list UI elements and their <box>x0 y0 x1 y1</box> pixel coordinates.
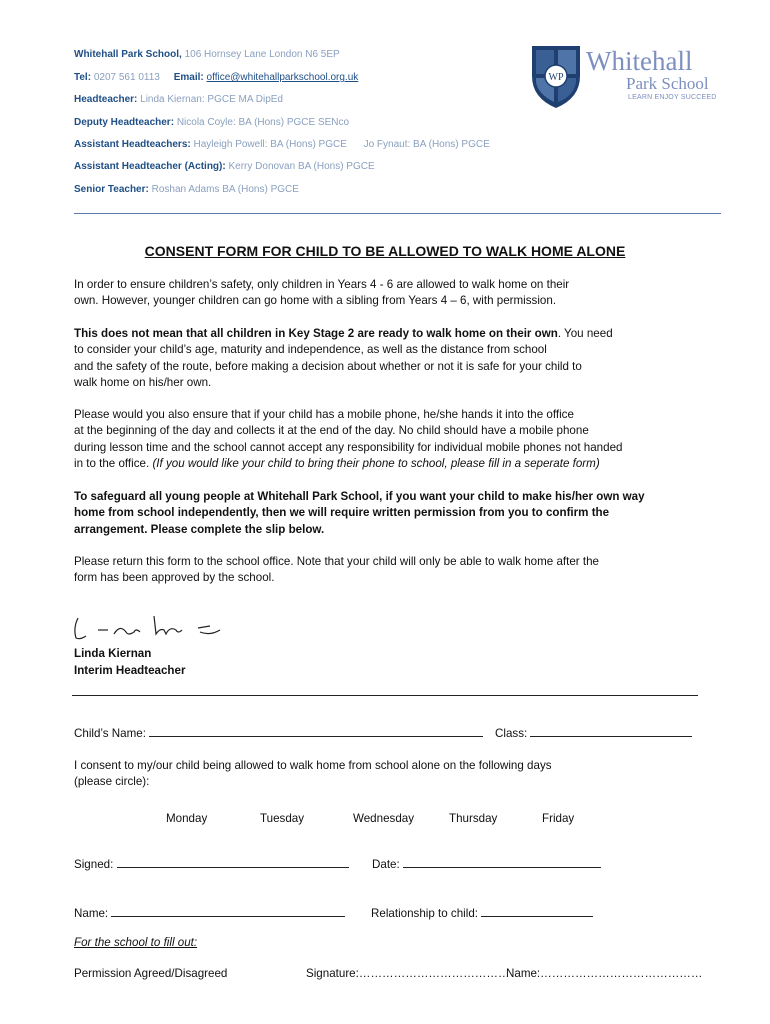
consent-statement: I consent to my/our child being allowed to walk home from school alone on the following days (please circle): <box>74 759 552 789</box>
class-field[interactable] <box>530 725 692 737</box>
day-wednesday[interactable]: Wednesday <box>353 812 415 825</box>
school-signature-row: Signature:………………………………… <box>306 967 510 980</box>
headteacher-signature <box>70 606 240 646</box>
child-name-row: Child’s Name: <box>74 725 483 740</box>
day-monday[interactable]: Monday <box>166 812 208 825</box>
parent-name-field[interactable] <box>111 905 345 917</box>
school-signature-field[interactable]: ………………………………… <box>358 967 510 980</box>
email-link[interactable]: office@whitehallparkschool.org.uk <box>206 72 359 83</box>
headteacher-line: Headteacher: Linda Kiernan: PGCE MA DipEd <box>74 94 283 105</box>
crest-icon <box>528 42 584 110</box>
school-name-row: Name:…………………………………… <box>506 967 703 980</box>
school-address-line <box>74 49 340 60</box>
tel-value: 0207 561 0113 <box>93 72 160 83</box>
day-tuesday[interactable]: Tuesday <box>260 812 305 825</box>
paragraph-return: Please return this form to the school office. Note that your child will only be able to walk home after the form has been approved by the school. <box>74 555 599 585</box>
date-row: Date: <box>372 856 601 871</box>
school-name-field[interactable]: …………………………………… <box>540 967 703 980</box>
signed-field[interactable] <box>117 856 349 868</box>
signed-row: Signed: <box>74 856 349 871</box>
day-thursday[interactable]: Thursday <box>449 812 498 825</box>
permission-label: Permission Agreed/Disagreed <box>74 967 228 980</box>
relationship-row: Relationship to child: <box>371 905 593 920</box>
contact-line: Tel: 0207 561 0113 Email: office@whitehallparkschool.org.uk <box>74 72 359 83</box>
parent-name-row: Name: <box>74 905 345 920</box>
school-name: Whitehall Park School, <box>74 49 182 60</box>
page-title: CONSENT FORM FOR CHILD TO BE ALLOWED TO WALK HOME ALONE <box>144 243 626 259</box>
signatory-role: Interim Headteacher <box>74 664 186 677</box>
paragraph-mobile-phones: Please would you also ensure that if your child has a mobile phone, he/she hands it into the office at the beginning of the day and collects it at the end of the day. No child should have a mobile phone during lesson time and the school cannot accept any responsibility for individual mobile phones not handed in to the office. (If you would like your child to bring their phone to school, please fill in a seperate form) <box>74 408 623 471</box>
school-section-heading: For the school to fill out: <box>74 936 198 949</box>
relationship-field[interactable] <box>481 905 593 917</box>
assistant-acting-line: Assistant Headteacher (Acting): Kerry Donovan BA (Hons) PGCE <box>74 161 375 172</box>
school-logo <box>528 42 733 112</box>
child-name-field[interactable] <box>149 725 483 737</box>
deputy-line: Deputy Headteacher: Nicola Coyle: BA (Hons) PGCE SENco <box>74 117 350 128</box>
paragraph-safeguard: To safeguard all young people at Whitehall Park School, if you want your child to make his/her own way home from school independently, then we will require written permission from you to confirm the arrangement. Please complete the slip below. <box>74 490 645 536</box>
header-divider <box>74 213 721 214</box>
logo-tagline: LEARN ENJOY SUCCEED <box>628 94 717 101</box>
paragraph-eligibility: In order to ensure children’s safety, only children in Years 4 - 6 are allowed to walk home on their own. However, younger children can go home with a sibling from Years 4 – 6, with permission. <box>74 278 570 308</box>
svg-text:WP: WP <box>548 72 564 83</box>
date-field[interactable] <box>403 856 601 868</box>
paragraph-readiness: This does not mean that all children in Key Stage 2 are ready to walk home on their own. You need to consider your child’s age, maturity and independence, as well as the distance from school and the safety of the route, before making a decision about whether or not it is safe for your child to walk home on his/her own. <box>74 327 613 390</box>
senior-teacher-line: Senior Teacher: Roshan Adams BA (Hons) PGCE <box>74 184 299 195</box>
school-address: 106 Hornsey Lane London N6 5EP <box>184 49 340 60</box>
signatory-name: Linda Kiernan <box>74 647 152 660</box>
class-row: Class: <box>495 725 692 740</box>
slip-divider <box>72 695 698 696</box>
tel-label: Tel: <box>74 72 92 83</box>
logo-wordmark: Whitehall Park School <box>586 46 709 93</box>
day-friday[interactable]: Friday <box>542 812 575 825</box>
email-label: Email <box>173 72 201 83</box>
assistant-line: Assistant Headteachers: Hayleigh Powell: BA (Hons) PGCE Jo Fynaut: BA (Hons) PGCE <box>74 139 490 150</box>
